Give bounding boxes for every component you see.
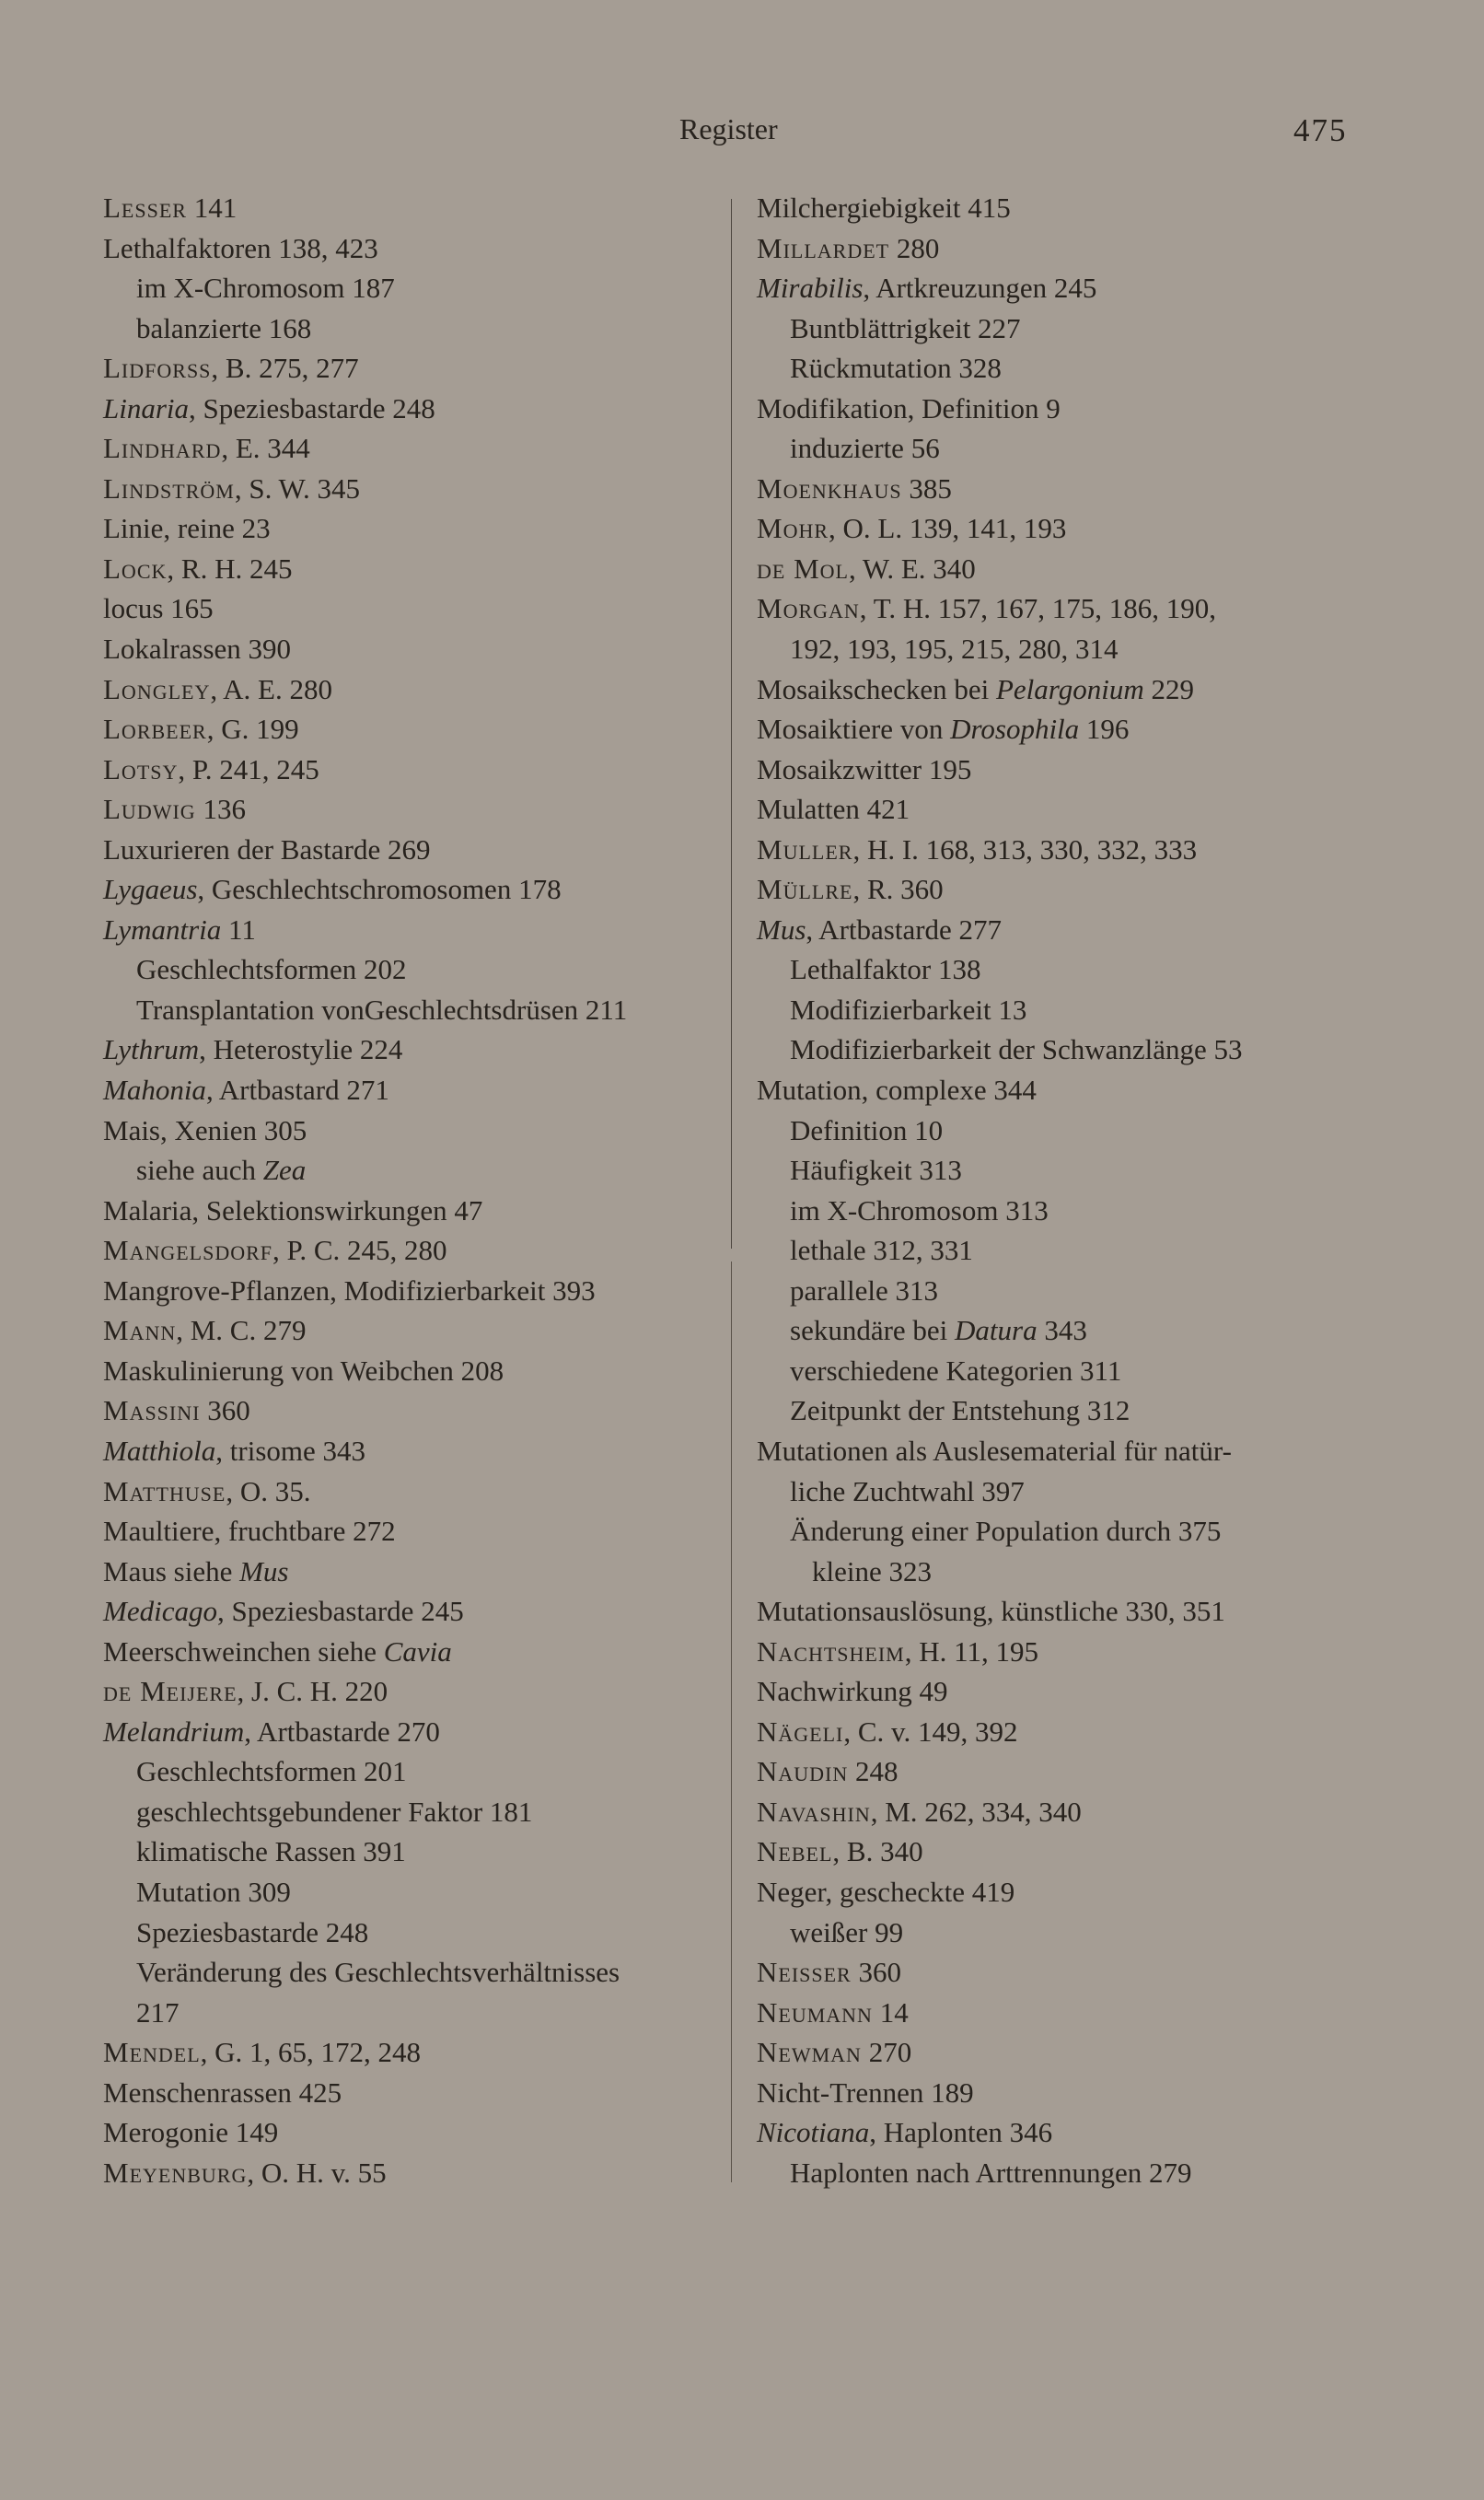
- entry-text: Änderung einer Population durch 375: [790, 1515, 1222, 1548]
- column-divider-lower: [731, 1262, 732, 2182]
- index-entry: [103, 2112, 766, 2153]
- entry-author-name: Nachtsheim: [757, 1634, 905, 1668]
- entry-text: liche Zuchtwahl 397: [790, 1474, 1025, 1507]
- entry-text: Lethalfaktoren 138, 423: [103, 231, 378, 264]
- entry-text: , C. v. 149, 392: [843, 1715, 1018, 1748]
- entry-text: Lethalfaktor 138: [790, 953, 981, 986]
- index-subentry: [103, 308, 766, 349]
- entry-author-name: Müllre: [757, 873, 853, 906]
- entry-text: , E. 344: [221, 432, 310, 465]
- index-subentry: [103, 1952, 766, 1993]
- index-subentry: [103, 949, 766, 990]
- entry-text: , H. I. 168, 313, 330, 332, 333: [852, 832, 1198, 866]
- index-entry: [757, 1671, 1420, 1712]
- entry-author-name: Longley: [103, 672, 211, 705]
- index-entry: [757, 188, 1420, 228]
- index-subentry: [103, 268, 766, 308]
- index-subentry: [757, 949, 1420, 990]
- entry-taxon-name: Melandrium: [103, 1715, 245, 1748]
- index-subentry: [103, 1872, 766, 1913]
- entry-text: Buntblättrigkeit 227: [790, 311, 1021, 344]
- entry-text: , R. 360: [852, 873, 944, 906]
- entry-author-name: Matthuse: [103, 1474, 226, 1507]
- index-entry: [103, 830, 766, 870]
- entry-text: Mutation 309: [136, 1875, 291, 1908]
- entry-text: Nachwirkung 49: [757, 1675, 948, 1708]
- index-entry: [103, 428, 766, 469]
- index-entry: [103, 2073, 766, 2113]
- entry-text: , T. H. 157, 167, 175, 186, 190,: [859, 592, 1217, 625]
- entry-text: Meerschweinchen siehe: [103, 1634, 384, 1668]
- entry-text: Transplantation vonGeschlechtsdrüsen 211: [136, 993, 628, 1026]
- index-entry: [103, 1632, 766, 1672]
- index-entry: [103, 389, 766, 429]
- index-entry: [757, 588, 1420, 629]
- entry-text: Haplonten nach Arttrennungen 279: [790, 2156, 1192, 2189]
- entry-text: Mangrove-Pflanzen, Modifizierbarkeit 393: [103, 1273, 596, 1307]
- entry-text: , Artkreuzungen 245: [863, 272, 1097, 305]
- index-entry: [103, 2153, 766, 2193]
- entry-text: Mosaikzwitter 195: [757, 752, 972, 785]
- entry-author-name: Ludwig: [103, 793, 196, 826]
- entry-text: Mulatten 421: [757, 793, 910, 826]
- entry-author-name: Lorbeer: [103, 713, 207, 746]
- entry-text: , Haplonten 346: [869, 2116, 1053, 2149]
- entry-text: parallele 313: [790, 1273, 938, 1307]
- entry-text: , Artbastarde 270: [244, 1715, 440, 1748]
- index-subentry: [757, 1511, 1420, 1552]
- entry-text: 192, 193, 195, 215, 280, 314: [790, 633, 1119, 666]
- entry-author-name: Moenkhaus: [757, 471, 902, 505]
- entry-text: 136: [195, 793, 246, 826]
- index-entry: [103, 348, 766, 389]
- index-entry: [757, 1070, 1420, 1110]
- index-entry: [757, 549, 1420, 589]
- index-subentry: [103, 1792, 766, 1832]
- entry-text: Lokalrassen 390: [103, 633, 292, 666]
- index-subentry: [757, 308, 1420, 349]
- index-entry: [103, 1070, 766, 1110]
- index-entry: [103, 669, 766, 710]
- index-entry: [103, 789, 766, 830]
- entry-taxon-name: Matthiola: [103, 1434, 216, 1467]
- index-subentry: [757, 1150, 1420, 1191]
- index-entry: [757, 1431, 1420, 1471]
- entry-text: , O. 35.: [226, 1474, 311, 1507]
- entry-text: Menschenrassen 425: [103, 2076, 342, 2109]
- index-subentry: [757, 629, 1420, 669]
- entry-text: Mutation, complexe 344: [757, 1074, 1037, 1107]
- entry-author-name: Lindström: [103, 471, 235, 505]
- index-subentry: [757, 1390, 1420, 1431]
- entry-author-name: Navashin: [757, 1795, 871, 1828]
- entry-text: Mosaikschecken bei: [757, 672, 996, 705]
- entry-text: 385: [901, 471, 952, 505]
- entry-author-name: Mohr: [757, 512, 829, 545]
- entry-text: Maskulinierung von Weibchen 208: [103, 1354, 504, 1387]
- entry-author-name: Mendel: [103, 2036, 201, 2069]
- column-divider: [731, 199, 732, 1249]
- index-entry: [757, 389, 1420, 429]
- index-subentry: [757, 428, 1420, 469]
- index-subentry: [757, 1552, 1420, 1592]
- index-entry: [103, 508, 766, 549]
- index-entry: [757, 1872, 1420, 1913]
- entry-text: Luxurieren der Bastarde 269: [103, 832, 431, 866]
- entry-text: Veränderung des Geschlechtsverhältnisses: [136, 1956, 620, 1989]
- entry-taxon-name: Mus: [239, 1554, 289, 1587]
- entry-text: , M. C. 279: [176, 1314, 307, 1347]
- entry-text: 270: [861, 2036, 912, 2069]
- entry-text: verschiedene Kategorien 311: [790, 1354, 1122, 1387]
- index-subentry: [103, 1993, 766, 2033]
- entry-text: geschlechtsgebundener Faktor 181: [136, 1795, 533, 1828]
- index-entry: [103, 1431, 766, 1471]
- entry-taxon-name: Lymantria: [103, 913, 222, 946]
- entry-author-name: Mann: [103, 1314, 177, 1347]
- entry-text: 360: [200, 1394, 250, 1427]
- entry-text: 248: [848, 1755, 899, 1788]
- entry-author-name: Nebel: [757, 1835, 833, 1868]
- index-subentry: [757, 1310, 1420, 1351]
- index-subentry: [757, 1110, 1420, 1151]
- index-entry: [103, 1511, 766, 1552]
- entry-text: Milchergiebigkeit 415: [757, 192, 1011, 224]
- index-subentry: [757, 1230, 1420, 1271]
- index-subentry: [757, 1351, 1420, 1391]
- index-entry: [757, 830, 1420, 870]
- index-entry: [103, 1471, 766, 1512]
- entry-text: , B. 340: [832, 1835, 923, 1868]
- index-entry: [103, 910, 766, 950]
- entry-text: Speziesbastarde 248: [136, 1915, 369, 1948]
- index-column-left: [103, 188, 766, 2192]
- index-subentry: [103, 1913, 766, 1953]
- entry-author-name: Lesser: [103, 192, 187, 224]
- entry-text: , Heterostylie 224: [199, 1033, 403, 1066]
- entry-text: Modifizierbarkeit der Schwanzlänge 53: [790, 1033, 1243, 1066]
- entry-text: Geschlechtsformen 201: [136, 1755, 407, 1788]
- entry-text: , W. E. 340: [848, 552, 976, 585]
- index-entry: [757, 1993, 1420, 2033]
- index-subentry: [103, 990, 766, 1030]
- entry-text: , R. H. 245: [167, 552, 293, 585]
- index-entry: [757, 228, 1420, 269]
- entry-text: Nicht-Trennen 189: [757, 2076, 974, 2109]
- running-head: Register: [679, 112, 778, 145]
- entry-text: Modifizierbarkeit 13: [790, 993, 1027, 1026]
- index-entry: [103, 1712, 766, 1752]
- index-entry: [757, 750, 1420, 790]
- entry-text: , G. 199: [206, 713, 299, 746]
- entry-text: 343: [1037, 1314, 1087, 1347]
- entry-text: 14: [872, 1995, 909, 2029]
- entry-author-name: Neisser: [757, 1956, 852, 1989]
- index-entry: [757, 508, 1420, 549]
- entry-text: 280: [889, 231, 940, 264]
- index-subentry: [103, 1831, 766, 1872]
- page-number: 475: [1293, 112, 1348, 148]
- index-entry: [757, 1792, 1420, 1832]
- index-entry: [757, 669, 1420, 710]
- entry-taxon-name: Cavia: [383, 1634, 452, 1668]
- index-entry: [757, 1751, 1420, 1792]
- entry-text: , Artbastard 271: [205, 1074, 389, 1107]
- entry-author-name: Muller: [757, 832, 853, 866]
- entry-taxon-name: Medicago: [103, 1595, 217, 1628]
- index-entry: [757, 910, 1420, 950]
- entry-text: induzierte 56: [790, 432, 940, 465]
- entry-taxon-name: Datura: [955, 1314, 1038, 1347]
- entry-text: , O. L. 139, 141, 193: [829, 512, 1067, 545]
- entry-text: Geschlechtsformen 202: [136, 953, 407, 986]
- entry-author-name: Mangelsdorf: [103, 1234, 273, 1267]
- entry-author-name: Meyenburg: [103, 2156, 248, 2189]
- entry-author-name: de Meijere: [103, 1675, 238, 1708]
- index-entry: [103, 1671, 766, 1712]
- index-entry: [103, 869, 766, 910]
- index-subentry: [757, 1029, 1420, 1070]
- entry-text: Zeitpunkt der Entstehung 312: [790, 1394, 1130, 1427]
- entry-taxon-name: Mahonia: [103, 1074, 206, 1107]
- entry-text: Merogonie 149: [103, 2116, 279, 2149]
- index-entry: [103, 750, 766, 790]
- index-entry: [757, 869, 1420, 910]
- index-entry: [103, 2032, 766, 2073]
- index-entry: [103, 1552, 766, 1592]
- index-entry: [103, 1591, 766, 1632]
- index-entry: [103, 188, 766, 228]
- entry-taxon-name: Nicotiana: [757, 2116, 870, 2149]
- index-entry: [103, 469, 766, 509]
- index-entry: [757, 2032, 1420, 2073]
- index-entry: [103, 1390, 766, 1431]
- index-entry: [757, 2073, 1420, 2113]
- index-entry: [103, 228, 766, 269]
- index-entry: [757, 1712, 1420, 1752]
- entry-text: Malaria, Selektionswirkungen 47: [103, 1193, 483, 1227]
- entry-text: Mosaiktiere von: [757, 713, 951, 746]
- entry-taxon-name: Drosophila: [950, 713, 1080, 746]
- entry-text: , B. 275, 277: [211, 352, 359, 385]
- entry-author-name: Lock: [103, 552, 168, 585]
- entry-text: Maus siehe: [103, 1554, 240, 1587]
- index-entry: [103, 549, 766, 589]
- index-subentry: [757, 1191, 1420, 1231]
- index-entry: [757, 1952, 1420, 1993]
- index-entry: [757, 1632, 1420, 1672]
- entry-taxon-name: Lythrum: [103, 1033, 200, 1066]
- entry-text: 141: [186, 192, 238, 224]
- index-entry: [757, 469, 1420, 509]
- index-entry: [103, 1271, 766, 1311]
- index-entry: [103, 1310, 766, 1351]
- entry-text: Maultiere, fruchtbare 272: [103, 1515, 396, 1548]
- entry-text: , J. C. H. 220: [237, 1675, 388, 1708]
- index-entry: [757, 1591, 1420, 1632]
- entry-author-name: Naudin: [757, 1755, 849, 1788]
- entry-text: lethale 312, 331: [790, 1234, 973, 1267]
- entry-text: 217: [136, 1995, 180, 2029]
- entry-text: Linie, reine 23: [103, 512, 271, 545]
- entry-taxon-name: Zea: [262, 1154, 307, 1187]
- entry-taxon-name: Lygaeus: [103, 873, 198, 906]
- entry-author-name: Nägeli: [757, 1715, 844, 1748]
- entry-text: im X-Chromosom 313: [790, 1193, 1049, 1227]
- entry-text: 360: [851, 1956, 901, 1989]
- entry-author-name: Lotsy: [103, 752, 179, 785]
- index-entry: [757, 2112, 1420, 2153]
- index-entry: [103, 709, 766, 750]
- index-entry: [103, 588, 766, 629]
- entry-text: sekundäre bei: [790, 1314, 956, 1347]
- entry-text: weißer 99: [790, 1915, 904, 1948]
- index-subentry: [757, 348, 1420, 389]
- entry-text: , H. 11, 195: [904, 1634, 1038, 1668]
- index-column-right: [757, 188, 1420, 2192]
- entry-author-name: de Mol: [757, 552, 849, 585]
- entry-text: Modifikation, Definition 9: [757, 391, 1061, 424]
- entry-text: , M. 262, 334, 340: [870, 1795, 1082, 1828]
- entry-taxon-name: Mus: [757, 913, 806, 946]
- index-subentry: [757, 1271, 1420, 1311]
- entry-author-name: Millardet: [757, 231, 890, 264]
- page-header: [0, 112, 1484, 158]
- index-entry: [103, 1230, 766, 1271]
- index-entry: [757, 789, 1420, 830]
- index-entry: [757, 709, 1420, 750]
- entry-text: Mutationsauslösung, künstliche 330, 351: [757, 1595, 1225, 1628]
- entry-author-name: Newman: [757, 2036, 862, 2069]
- entry-text: , A. E. 280: [210, 672, 332, 705]
- entry-text: im X-Chromosom 187: [136, 272, 395, 305]
- entry-text: Mutationen als Auslesematerial für natür-: [757, 1434, 1232, 1467]
- index-entry: [103, 1029, 766, 1070]
- entry-text: , P. 241, 245: [178, 752, 319, 785]
- index-entry: [103, 1191, 766, 1231]
- entry-text: , S. W. 345: [234, 471, 360, 505]
- index-entry: [103, 1351, 766, 1391]
- index-subentry: [757, 1913, 1420, 1953]
- entry-text: , Artbastarde 277: [806, 913, 1003, 946]
- index-entry: [103, 629, 766, 669]
- entry-taxon-name: Mirabilis: [757, 272, 864, 305]
- index-subentry: [757, 1471, 1420, 1512]
- entry-text: Neger, gescheckte 419: [757, 1875, 1015, 1908]
- entry-taxon-name: Linaria: [103, 391, 190, 424]
- index-entry: [757, 1831, 1420, 1872]
- index-subentry: [757, 990, 1420, 1030]
- entry-text: , Speziesbastarde 245: [216, 1595, 464, 1628]
- entry-text: kleine 323: [812, 1554, 932, 1587]
- entry-text: , G. 1, 65, 172, 248: [200, 2036, 422, 2069]
- index-subentry: [757, 2153, 1420, 2193]
- entry-author-name: Neumann: [757, 1995, 873, 2029]
- entry-author-name: Massini: [103, 1394, 201, 1427]
- entry-text: Häufigkeit 313: [790, 1154, 962, 1187]
- entry-text: 196: [1079, 713, 1130, 746]
- entry-author-name: Lindhard: [103, 432, 222, 465]
- entry-text: Mais, Xenien 305: [103, 1113, 307, 1146]
- entry-text: , O. H. v. 55: [247, 2156, 387, 2189]
- index-subentry: [103, 1150, 766, 1191]
- entry-text: locus 165: [103, 592, 214, 625]
- entry-text: balanzierte 168: [136, 311, 312, 344]
- entry-text: , P. C. 245, 280: [272, 1234, 447, 1267]
- entry-author-name: Morgan: [757, 592, 860, 625]
- entry-text: siehe auch: [136, 1154, 263, 1187]
- entry-text: klimatische Rassen 391: [136, 1835, 406, 1868]
- index-entry: [103, 1110, 766, 1151]
- entry-text: 229: [1143, 672, 1194, 705]
- entry-author-name: Lidforss: [103, 352, 212, 385]
- entry-text: 11: [221, 913, 256, 946]
- entry-text: , Geschlechtschromosomen 178: [197, 873, 562, 906]
- entry-taxon-name: Pelargonium: [995, 672, 1144, 705]
- entry-text: , Speziesbastarde 248: [189, 391, 435, 424]
- entry-text: Definition 10: [790, 1113, 944, 1146]
- index-entry: [757, 268, 1420, 308]
- entry-text: Rückmutation 328: [790, 352, 1002, 385]
- entry-text: , trisome 343: [215, 1434, 366, 1467]
- index-subentry: [103, 1751, 766, 1792]
